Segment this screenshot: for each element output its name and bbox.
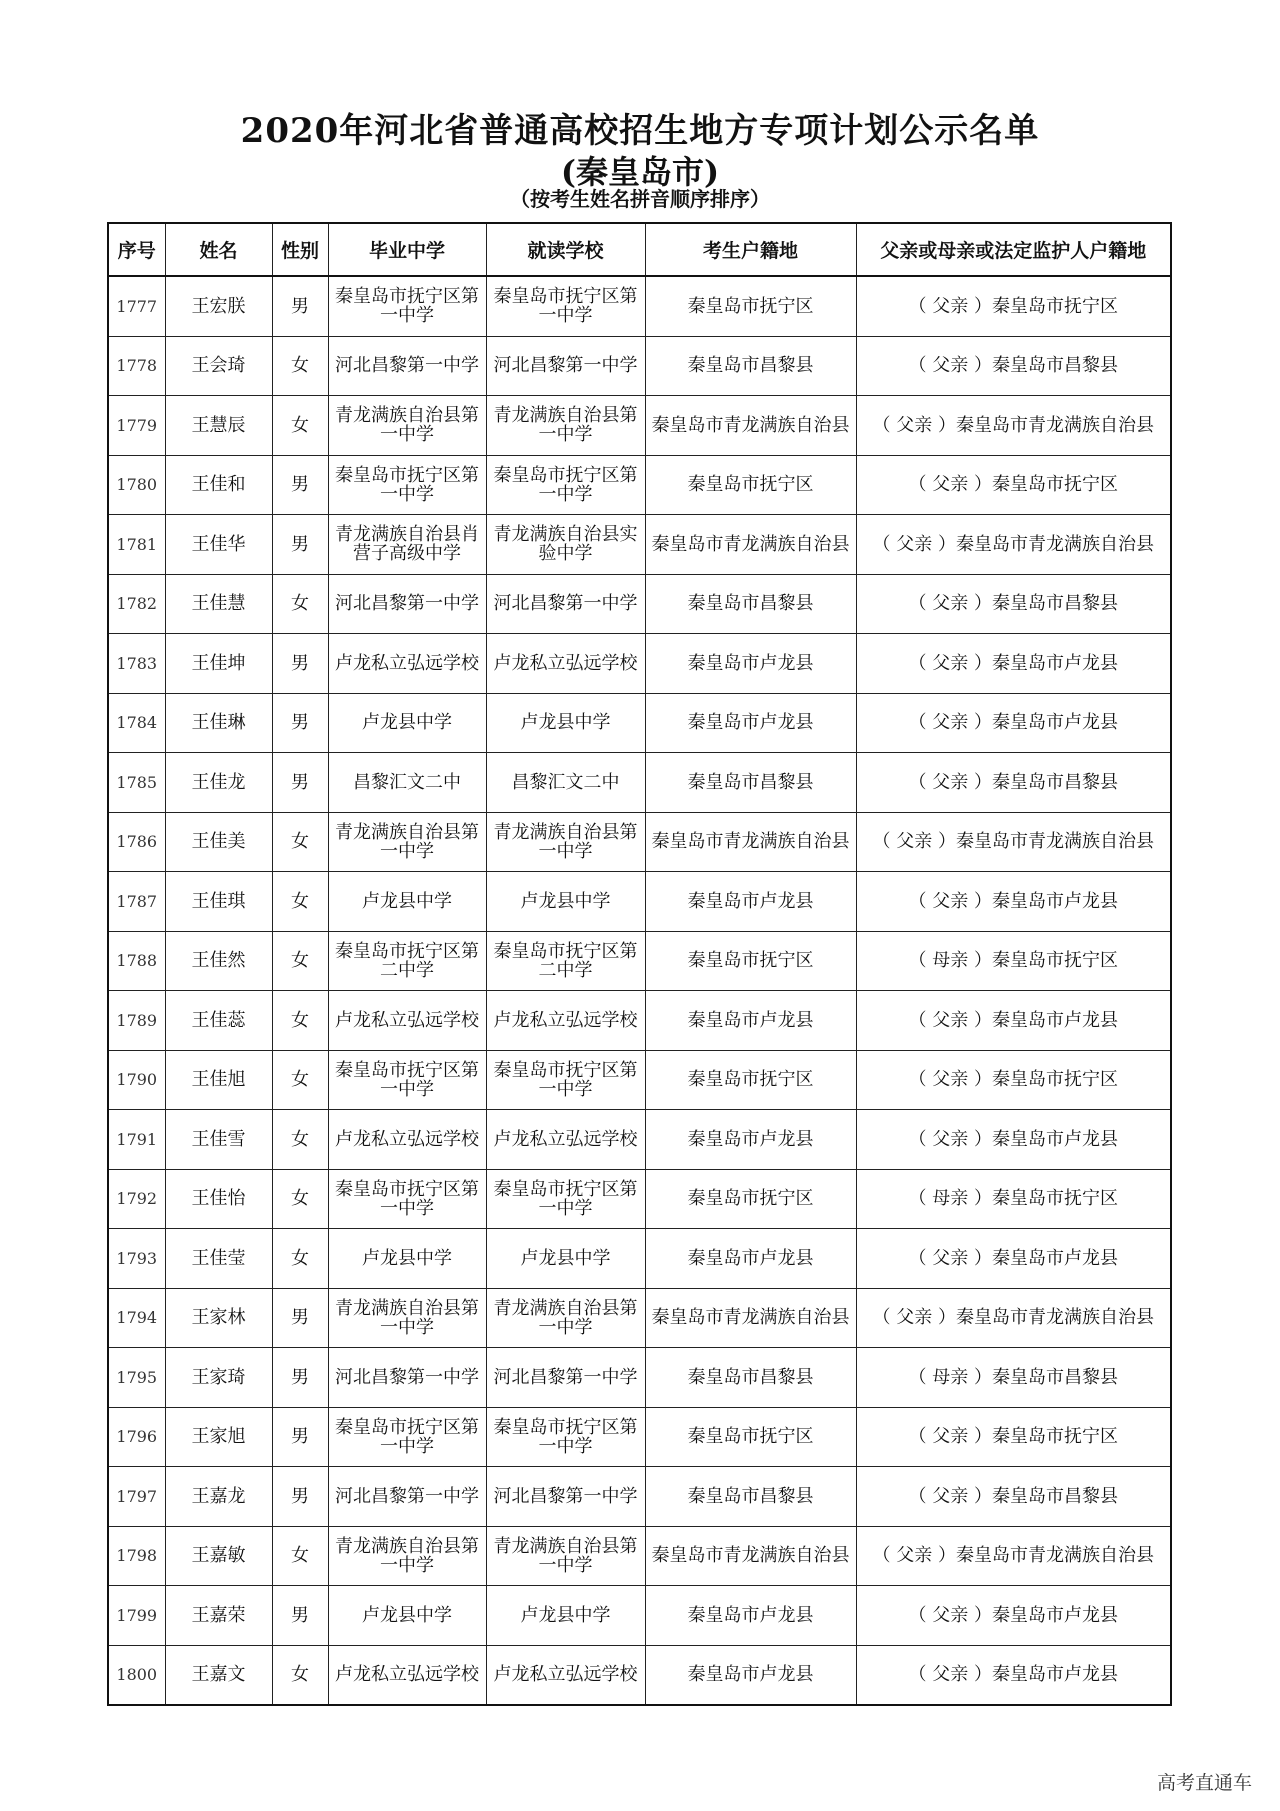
table-row <box>108 1288 1171 1348</box>
cell-gender: 女 <box>272 336 328 396</box>
cell-parent-residence: （ 父亲 ）秦皇岛市卢龙县 <box>856 1586 1171 1646</box>
cell-grad-school: 卢龙县中学 <box>328 693 486 753</box>
cell-index: 1800 <box>108 1645 165 1705</box>
cell-residence: 秦皇岛市青龙满族自治县 <box>645 1526 856 1586</box>
sort-note: （按考生姓名拼音顺序排序） <box>510 187 770 211</box>
cell-name: 王佳龙 <box>165 753 272 813</box>
cell-gender: 女 <box>272 812 328 872</box>
cell-parent-residence: （ 父亲 ）秦皇岛市昌黎县 <box>856 753 1171 813</box>
cell-current-school: 青龙满族自治县实验中学 <box>486 515 645 575</box>
cell-parent-residence: （ 父亲 ）秦皇岛市青龙满族自治县 <box>856 515 1171 575</box>
cell-gender: 女 <box>272 574 328 634</box>
cell-grad-school: 河北昌黎第一中学 <box>328 574 486 634</box>
cell-residence: 秦皇岛市卢龙县 <box>645 693 856 753</box>
header-col-current-school: 就读学校 <box>486 223 645 276</box>
cell-gender: 女 <box>272 931 328 991</box>
cell-grad-school: 秦皇岛市抚宁区第一中学 <box>328 1407 486 1467</box>
cell-name: 王佳华 <box>165 515 272 575</box>
cell-residence: 秦皇岛市抚宁区 <box>645 1050 856 1110</box>
cell-name: 王嘉文 <box>165 1645 272 1705</box>
table-row <box>108 1110 1171 1170</box>
cell-parent-residence: （ 父亲 ）秦皇岛市抚宁区 <box>856 1407 1171 1467</box>
cell-name: 王家林 <box>165 1288 272 1348</box>
cell-current-school: 河北昌黎第一中学 <box>486 574 645 634</box>
cell-gender: 女 <box>272 396 328 456</box>
table-row <box>108 812 1171 872</box>
table-row <box>108 1526 1171 1586</box>
cell-index: 1792 <box>108 1169 165 1229</box>
cell-index: 1796 <box>108 1407 165 1467</box>
cell-current-school: 秦皇岛市抚宁区第一中学 <box>486 276 645 336</box>
cell-gender: 女 <box>272 1110 328 1170</box>
city-subtitle: (秦皇岛市) <box>560 153 720 191</box>
table-row <box>108 693 1171 753</box>
cell-current-school: 青龙满族自治县第一中学 <box>486 1526 645 1586</box>
cell-residence: 秦皇岛市昌黎县 <box>645 1348 856 1408</box>
header-col-residence: 考生户籍地 <box>645 223 856 276</box>
header-col-grad-school: 毕业中学 <box>328 223 486 276</box>
cell-grad-school: 卢龙私立弘远学校 <box>328 634 486 694</box>
cell-grad-school: 河北昌黎第一中学 <box>328 1467 486 1527</box>
cell-parent-residence: （ 母亲 ）秦皇岛市昌黎县 <box>856 1348 1171 1408</box>
cell-residence: 秦皇岛市卢龙县 <box>645 991 856 1051</box>
cell-grad-school: 秦皇岛市抚宁区第一中学 <box>328 276 486 336</box>
cell-name: 王佳然 <box>165 931 272 991</box>
cell-residence: 秦皇岛市青龙满族自治县 <box>645 812 856 872</box>
cell-index: 1794 <box>108 1288 165 1348</box>
cell-name: 王佳慧 <box>165 574 272 634</box>
cell-grad-school: 昌黎汇文二中 <box>328 753 486 813</box>
cell-residence: 秦皇岛市昌黎县 <box>645 1467 856 1527</box>
cell-current-school: 卢龙私立弘远学校 <box>486 1110 645 1170</box>
table-row <box>108 634 1171 694</box>
cell-index: 1795 <box>108 1348 165 1408</box>
cell-residence: 秦皇岛市青龙满族自治县 <box>645 515 856 575</box>
cell-index: 1779 <box>108 396 165 456</box>
cell-gender: 女 <box>272 1169 328 1229</box>
cell-gender: 女 <box>272 991 328 1051</box>
cell-name: 王佳琪 <box>165 872 272 932</box>
table-row <box>108 1348 1171 1408</box>
cell-index: 1786 <box>108 812 165 872</box>
cell-residence: 秦皇岛市卢龙县 <box>645 1229 856 1289</box>
cell-index: 1781 <box>108 515 165 575</box>
cell-name: 王嘉敏 <box>165 1526 272 1586</box>
cell-index: 1799 <box>108 1586 165 1646</box>
cell-parent-residence: （ 父亲 ）秦皇岛市青龙满族自治县 <box>856 812 1171 872</box>
cell-gender: 女 <box>272 872 328 932</box>
cell-name: 王慧辰 <box>165 396 272 456</box>
cell-residence: 秦皇岛市青龙满族自治县 <box>645 1288 856 1348</box>
cell-gender: 女 <box>272 1645 328 1705</box>
cell-parent-residence: （ 父亲 ）秦皇岛市抚宁区 <box>856 1050 1171 1110</box>
cell-current-school: 卢龙县中学 <box>486 1586 645 1646</box>
cell-current-school: 河北昌黎第一中学 <box>486 1467 645 1527</box>
cell-name: 王佳怡 <box>165 1169 272 1229</box>
cell-parent-residence: （ 父亲 ）秦皇岛市卢龙县 <box>856 634 1171 694</box>
cell-residence: 秦皇岛市抚宁区 <box>645 1169 856 1229</box>
cell-name: 王嘉龙 <box>165 1467 272 1527</box>
cell-name: 王佳旭 <box>165 1050 272 1110</box>
cell-grad-school: 河北昌黎第一中学 <box>328 1348 486 1408</box>
cell-gender: 男 <box>272 1586 328 1646</box>
cell-index: 1797 <box>108 1467 165 1527</box>
table-row <box>108 1169 1171 1229</box>
cell-parent-residence: （ 父亲 ）秦皇岛市卢龙县 <box>856 693 1171 753</box>
cell-current-school: 卢龙私立弘远学校 <box>486 1645 645 1705</box>
cell-index: 1778 <box>108 336 165 396</box>
cell-name: 王嘉荣 <box>165 1586 272 1646</box>
table-row <box>108 336 1171 396</box>
cell-grad-school: 卢龙私立弘远学校 <box>328 1110 486 1170</box>
cell-gender: 男 <box>272 634 328 694</box>
cell-grad-school: 卢龙县中学 <box>328 1586 486 1646</box>
cell-gender: 男 <box>272 1348 328 1408</box>
table-row <box>108 1229 1171 1289</box>
table-row <box>108 1407 1171 1467</box>
cell-residence: 秦皇岛市卢龙县 <box>645 634 856 694</box>
cell-current-school: 河北昌黎第一中学 <box>486 1348 645 1408</box>
cell-current-school: 秦皇岛市抚宁区第一中学 <box>486 455 645 515</box>
cell-current-school: 青龙满族自治县第一中学 <box>486 1288 645 1348</box>
table-row <box>108 276 1171 336</box>
cell-parent-residence: （ 父亲 ）秦皇岛市昌黎县 <box>856 574 1171 634</box>
cell-residence: 秦皇岛市昌黎县 <box>645 753 856 813</box>
cell-gender: 女 <box>272 1526 328 1586</box>
cell-index: 1777 <box>108 276 165 336</box>
cell-index: 1783 <box>108 634 165 694</box>
cell-gender: 女 <box>272 1229 328 1289</box>
cell-gender: 男 <box>272 1407 328 1467</box>
cell-current-school: 卢龙县中学 <box>486 1229 645 1289</box>
table-row <box>108 872 1171 932</box>
cell-current-school: 卢龙私立弘远学校 <box>486 634 645 694</box>
cell-gender: 男 <box>272 276 328 336</box>
cell-grad-school: 青龙满族自治县肖营子高级中学 <box>328 515 486 575</box>
cell-parent-residence: （ 父亲 ）秦皇岛市抚宁区 <box>856 276 1171 336</box>
cell-index: 1790 <box>108 1050 165 1110</box>
header-col-parent-residence: 父亲或母亲或法定监护人户籍地 <box>856 223 1171 276</box>
cell-index: 1789 <box>108 991 165 1051</box>
cell-parent-residence: （ 父亲 ）秦皇岛市青龙满族自治县 <box>856 1526 1171 1586</box>
cell-parent-residence: （ 父亲 ）秦皇岛市卢龙县 <box>856 1645 1171 1705</box>
cell-residence: 秦皇岛市昌黎县 <box>645 574 856 634</box>
page-title: 2020年河北省普通高校招生地方专项计划公示名单 <box>240 111 1040 151</box>
cell-grad-school: 秦皇岛市抚宁区第二中学 <box>328 931 486 991</box>
table-row <box>108 753 1171 813</box>
header-col-name: 姓名 <box>165 223 272 276</box>
cell-name: 王佳雪 <box>165 1110 272 1170</box>
table-header-row <box>108 223 1171 276</box>
cell-parent-residence: （ 父亲 ）秦皇岛市昌黎县 <box>856 1467 1171 1527</box>
header-col-index: 序号 <box>108 223 165 276</box>
cell-parent-residence: （ 父亲 ）秦皇岛市卢龙县 <box>856 1229 1171 1289</box>
cell-name: 王佳美 <box>165 812 272 872</box>
cell-parent-residence: （ 父亲 ）秦皇岛市昌黎县 <box>856 336 1171 396</box>
cell-gender: 男 <box>272 753 328 813</box>
cell-residence: 秦皇岛市卢龙县 <box>645 1110 856 1170</box>
cell-parent-residence: （ 父亲 ）秦皇岛市卢龙县 <box>856 872 1171 932</box>
cell-residence: 秦皇岛市卢龙县 <box>645 872 856 932</box>
cell-name: 王佳和 <box>165 455 272 515</box>
cell-grad-school: 青龙满族自治县第一中学 <box>328 1526 486 1586</box>
cell-gender: 男 <box>272 1467 328 1527</box>
cell-residence: 秦皇岛市抚宁区 <box>645 276 856 336</box>
cell-grad-school: 秦皇岛市抚宁区第一中学 <box>328 455 486 515</box>
cell-index: 1782 <box>108 574 165 634</box>
cell-name: 王家琦 <box>165 1348 272 1408</box>
cell-grad-school: 卢龙县中学 <box>328 872 486 932</box>
cell-residence: 秦皇岛市卢龙县 <box>645 1645 856 1705</box>
table-row <box>108 931 1171 991</box>
cell-parent-residence: （ 母亲 ）秦皇岛市抚宁区 <box>856 1169 1171 1229</box>
cell-residence: 秦皇岛市青龙满族自治县 <box>645 396 856 456</box>
cell-residence: 秦皇岛市抚宁区 <box>645 931 856 991</box>
cell-name: 王佳蕊 <box>165 991 272 1051</box>
cell-residence: 秦皇岛市昌黎县 <box>645 336 856 396</box>
table-row <box>108 396 1171 456</box>
cell-current-school: 青龙满族自治县第一中学 <box>486 396 645 456</box>
table-body <box>108 276 1171 1705</box>
table-row <box>108 574 1171 634</box>
watermark: 高考直通车 <box>1156 1772 1252 1794</box>
cell-grad-school: 青龙满族自治县第一中学 <box>328 396 486 456</box>
table-row <box>108 1467 1171 1527</box>
cell-gender: 男 <box>272 693 328 753</box>
cell-grad-school: 青龙满族自治县第一中学 <box>328 1288 486 1348</box>
cell-name: 王佳琳 <box>165 693 272 753</box>
cell-parent-residence: （ 父亲 ）秦皇岛市青龙满族自治县 <box>856 396 1171 456</box>
cell-grad-school: 秦皇岛市抚宁区第一中学 <box>328 1050 486 1110</box>
cell-grad-school: 卢龙县中学 <box>328 1229 486 1289</box>
cell-current-school: 青龙满族自治县第一中学 <box>486 812 645 872</box>
table-row <box>108 1050 1171 1110</box>
cell-gender: 男 <box>272 515 328 575</box>
cell-current-school: 秦皇岛市抚宁区第一中学 <box>486 1407 645 1467</box>
cell-parent-residence: （ 父亲 ）秦皇岛市青龙满族自治县 <box>856 1288 1171 1348</box>
cell-gender: 女 <box>272 1050 328 1110</box>
cell-parent-residence: （ 父亲 ）秦皇岛市卢龙县 <box>856 1110 1171 1170</box>
cell-index: 1798 <box>108 1526 165 1586</box>
candidate-table <box>107 222 1172 1706</box>
cell-current-school: 昌黎汇文二中 <box>486 753 645 813</box>
table-row <box>108 455 1171 515</box>
cell-current-school: 河北昌黎第一中学 <box>486 336 645 396</box>
cell-grad-school: 秦皇岛市抚宁区第一中学 <box>328 1169 486 1229</box>
header-col-gender: 性别 <box>272 223 328 276</box>
cell-index: 1785 <box>108 753 165 813</box>
cell-grad-school: 卢龙私立弘远学校 <box>328 991 486 1051</box>
cell-name: 王佳莹 <box>165 1229 272 1289</box>
cell-current-school: 卢龙县中学 <box>486 872 645 932</box>
cell-name: 王家旭 <box>165 1407 272 1467</box>
cell-index: 1787 <box>108 872 165 932</box>
table-row <box>108 1645 1171 1705</box>
cell-residence: 秦皇岛市抚宁区 <box>645 1407 856 1467</box>
table-row <box>108 515 1171 575</box>
cell-residence: 秦皇岛市卢龙县 <box>645 1586 856 1646</box>
cell-grad-school: 卢龙私立弘远学校 <box>328 1645 486 1705</box>
cell-name: 王佳坤 <box>165 634 272 694</box>
cell-current-school: 卢龙私立弘远学校 <box>486 991 645 1051</box>
cell-gender: 男 <box>272 455 328 515</box>
cell-index: 1788 <box>108 931 165 991</box>
cell-parent-residence: （ 父亲 ）秦皇岛市卢龙县 <box>856 991 1171 1051</box>
cell-index: 1793 <box>108 1229 165 1289</box>
cell-grad-school: 河北昌黎第一中学 <box>328 336 486 396</box>
cell-index: 1780 <box>108 455 165 515</box>
cell-current-school: 秦皇岛市抚宁区第一中学 <box>486 1050 645 1110</box>
cell-index: 1784 <box>108 693 165 753</box>
table-row <box>108 991 1171 1051</box>
cell-index: 1791 <box>108 1110 165 1170</box>
cell-gender: 男 <box>272 1288 328 1348</box>
cell-name: 王宏朕 <box>165 276 272 336</box>
cell-current-school: 秦皇岛市抚宁区第一中学 <box>486 1169 645 1229</box>
cell-parent-residence: （ 母亲 ）秦皇岛市抚宁区 <box>856 931 1171 991</box>
cell-current-school: 卢龙县中学 <box>486 693 645 753</box>
cell-residence: 秦皇岛市抚宁区 <box>645 455 856 515</box>
cell-parent-residence: （ 父亲 ）秦皇岛市抚宁区 <box>856 455 1171 515</box>
table-row <box>108 1586 1171 1646</box>
cell-current-school: 秦皇岛市抚宁区第二中学 <box>486 931 645 991</box>
cell-name: 王会琦 <box>165 336 272 396</box>
cell-grad-school: 青龙满族自治县第一中学 <box>328 812 486 872</box>
